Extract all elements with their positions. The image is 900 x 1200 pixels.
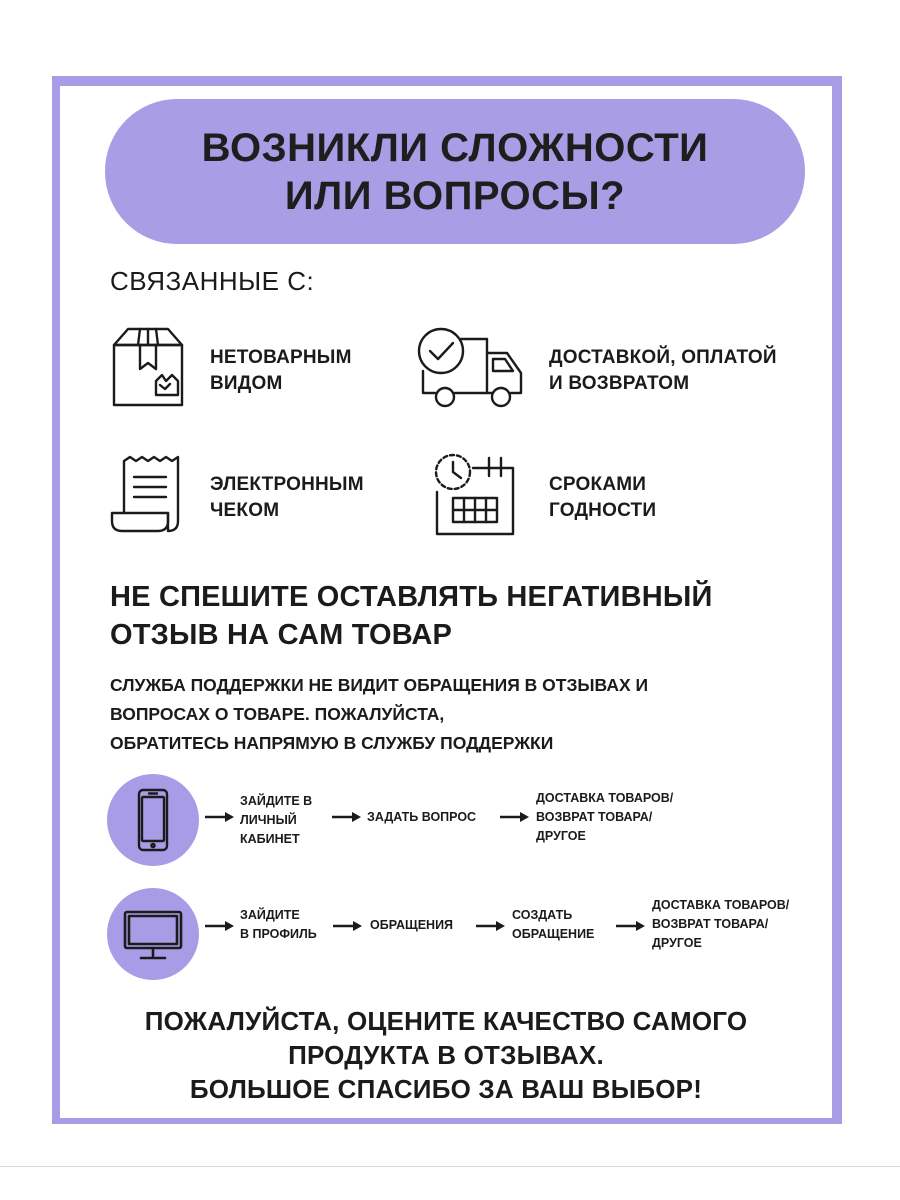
divider — [0, 1166, 900, 1167]
category-label-delivery: ДОСТАВКОЙ, ОПЛАТОЙ И ВОЗВРАТОМ — [549, 347, 777, 394]
arrow-icon — [500, 811, 530, 823]
header-title-line2: ИЛИ ВОПРОСЫ? — [284, 173, 626, 218]
arrow-icon — [205, 920, 235, 932]
arrow-icon — [332, 811, 362, 823]
mobile-step-cabinet: ЗАЙДИТЕ В ЛИЧНЫЙ КАБИНЕТ — [240, 794, 313, 846]
header-title-line1: ВОЗНИКЛИ СЛОЖНОСТИ — [201, 125, 709, 170]
desktop-step-create: СОЗДАТЬ ОБРАЩЕНИЕ — [512, 908, 595, 941]
arrow-icon — [476, 920, 506, 932]
category-label-receipt: ЭЛЕКТРОННЫМ ЧЕКОМ — [210, 474, 364, 521]
category-label-appearance: НЕТОВАРНЫМ ВИДОМ — [210, 347, 352, 394]
damaged-box-icon — [110, 325, 186, 409]
arrow-icon — [205, 811, 235, 823]
smartphone-icon — [107, 774, 199, 866]
header-banner — [105, 99, 805, 244]
delivery-truck-icon — [415, 325, 527, 411]
support-text: СЛУЖБА ПОДДЕРЖКИ НЕ ВИДИТ ОБРАЩЕНИЯ В ОТЗЫВАХ И ВОПРОСАХ О ТОВАРЕ. ПОЖАЛУЙСТА, ОБРАТИТЕСЬ НАПРЯМУЮ В СЛУЖБУ ПОДДЕРЖКИ — [110, 675, 649, 753]
mobile-step-ask: ЗАДАТЬ ВОПРОС — [367, 810, 477, 824]
calendar-clock-icon — [433, 452, 517, 538]
receipt-icon — [108, 455, 188, 535]
desktop-step-appeals: ОБРАЩЕНИЯ — [370, 918, 454, 932]
arrow-icon — [616, 920, 646, 932]
closing-message: ПОЖАЛУЙСТА, ОЦЕНИТЕ КАЧЕСТВО САМОГО ПРОДУКТА В ОТЗЫВАХ. БОЛЬШОЕ СПАСИБО ЗА ВАШ ВЫБОР! — [144, 1006, 748, 1104]
desktop-step-topics: ДОСТАВКА ТОВАРОВ/ ВОЗВРАТ ТОВАРА/ ДРУГОЕ — [652, 898, 790, 950]
mobile-step-topics: ДОСТАВКА ТОВАРОВ/ ВОЗВРАТ ТОВАРА/ ДРУГОЕ — [536, 791, 674, 843]
monitor-icon — [107, 888, 199, 980]
related-label: СВЯЗАННЫЕ С: — [110, 266, 315, 296]
arrow-icon — [333, 920, 363, 932]
warning-heading: НЕ СПЕШИТЕ ОСТАВЛЯТЬ НЕГАТИВНЫЙ ОТЗЫВ НА САМ ТОВАР — [110, 581, 713, 651]
category-label-expiry: СРОКАМИ ГОДНОСТИ — [549, 474, 657, 521]
desktop-step-profile: ЗАЙДИТЕ В ПРОФИЛЬ — [240, 908, 317, 941]
